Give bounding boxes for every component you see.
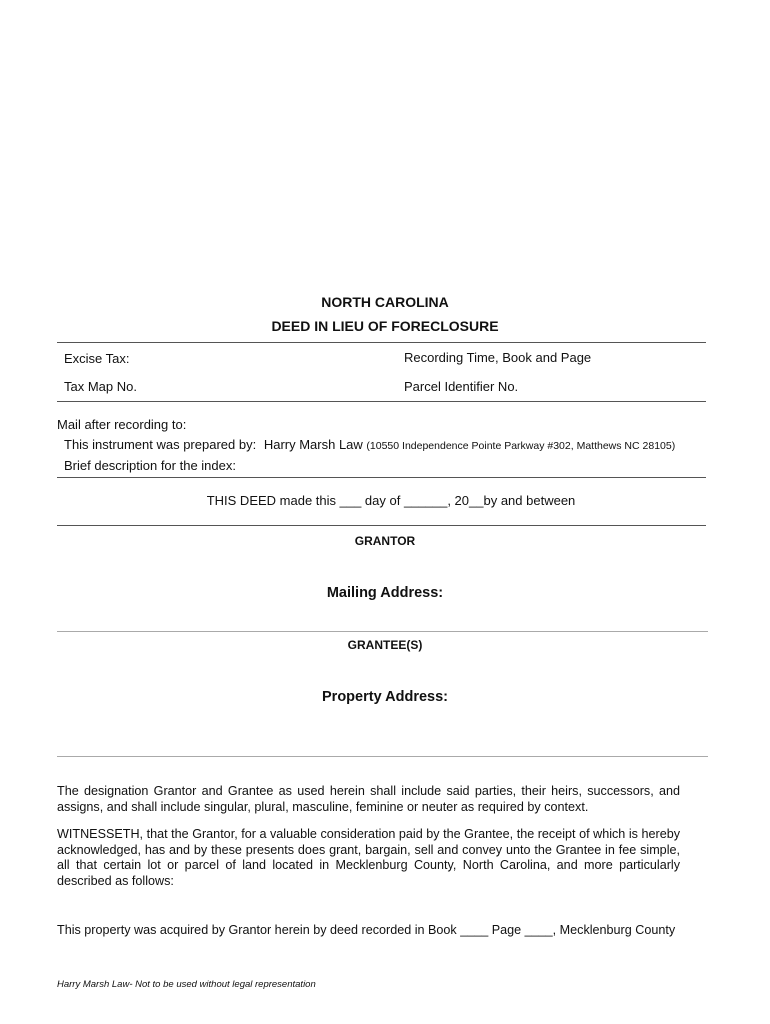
divider-top (57, 342, 706, 343)
property-address-label: Property Address: (322, 689, 448, 705)
preparer-name: Harry Marsh Law (263, 437, 363, 452)
witnesseth-paragraph: WITNESSETH, that the Grantor, for a valuable consideration paid by the Grantee, the receipt of which is hereby acknowledged, has and by these presents does grant, bargain, sell and convey unto the Grantee in fee simple, all that certain lot or parcel of land located in Mecklenburg County, North Carolina, and more particularly described as follows: (57, 827, 680, 888)
designation-paragraph: The designation Grantor and Grantee as used herein shall include said parties, their heirs, successors, and assigns, and shall include singular, plural, masculine, feminine or neuter as required by context. (57, 784, 680, 814)
deed-date-line: THIS DEED made this ___ day of ______, 20__by and between (206, 493, 576, 508)
grantor-heading: GRANTOR (354, 534, 416, 548)
divider-info-bottom (57, 401, 706, 402)
divider-deed-bottom (57, 525, 706, 526)
tax-map-label: Tax Map No. (64, 379, 137, 394)
state-heading: NORTH CAROLINA (321, 294, 449, 310)
preparer-address: (10550 Independence Pointe Parkway #302, Matthews NC 28105) (366, 440, 676, 452)
parcel-id-label: Parcel Identifier No. (404, 379, 519, 394)
grantee-heading: GRANTEE(S) (347, 638, 423, 652)
prepared-by-line (64, 437, 675, 452)
prepared-by-label: This instrument was prepared by: (64, 437, 257, 452)
divider-grantee-bottom (57, 756, 708, 757)
brief-description-label: Brief description for the index: (64, 458, 236, 473)
divider-grantor-bottom (57, 631, 708, 632)
document-title: DEED IN LIEU OF FORECLOSURE (271, 318, 499, 334)
mail-after-label: Mail after recording to: (57, 417, 187, 432)
divider-mail-bottom (57, 477, 706, 478)
footer-disclaimer: Harry Marsh Law- Not to be used without legal representation (57, 979, 316, 990)
excise-tax-label: Excise Tax: (64, 351, 130, 366)
acquired-paragraph: This property was acquired by Grantor herein by deed recorded in Book ____ Page ____, Mecklenburg County (57, 923, 676, 937)
recording-label: Recording Time, Book and Page (404, 350, 592, 365)
mailing-address-label: Mailing Address: (326, 585, 444, 601)
